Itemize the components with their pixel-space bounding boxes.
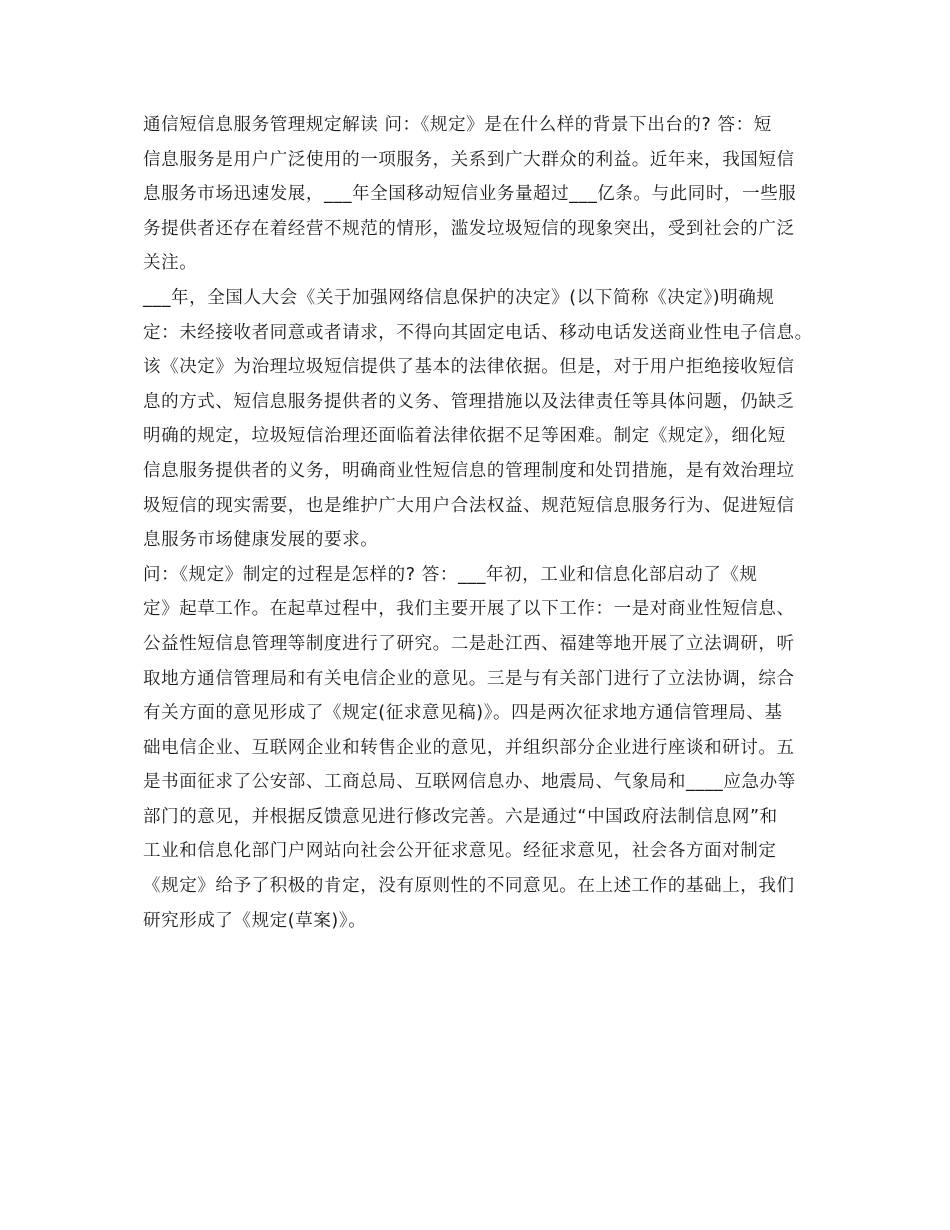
text-line: 务提供者还存在着经营不规范的情形，滥发垃圾短信的现象突出，受到社会的广泛 bbox=[143, 218, 795, 239]
text-line: 工业和信息化部门户网站向社会公开征求意见。经征求意见，社会各方面对制定 bbox=[143, 841, 777, 862]
text-line: 定》起草工作。在起草过程中，我们主要开展了以下工作：一是对商业性短信息、 bbox=[143, 599, 795, 620]
text-line: 础电信企业、互联网企业和转售企业的意见，并组织部分企业进行座谈和研讨。五 bbox=[143, 737, 795, 758]
text-line: 信息服务提供者的义务，明确商业性短信息的管理制度和处罚措施，是有效治理垃 bbox=[143, 460, 795, 481]
text-line: 是书面征求了公安部、工商总局、互联网信息办、地震局、气象局和____应急办等 bbox=[143, 772, 796, 793]
text-line: 明确的规定，垃圾短信治理还面临着法律依据不足等困难。制定《规定》，细化短 bbox=[143, 426, 786, 447]
text-line: 圾短信的现实需要，也是维护广大用户合法权益、规范短信息服务行为、促进短信 bbox=[143, 495, 795, 516]
text-line: 定：未经接收者同意或者请求，不得向其固定电话、移动电话发送商业性电子信息。 bbox=[143, 322, 813, 343]
text-line: 关注。 bbox=[143, 253, 198, 274]
text-line: 部门的意见，并根据反馈意见进行修改完善。六是通过“中国政府法制信息网”和 bbox=[143, 806, 778, 827]
text-line: ___年，全国人大会《关于加强网络信息保护的决定》(以下简称《决定》)明确规 bbox=[143, 287, 775, 308]
text-line: 通信短信息服务管理规定解读 问：《规定》是在什么样的背景下出台的? 答：短 bbox=[143, 115, 772, 135]
text-line: 信息服务是用户广泛使用的一项服务，关系到广大群众的利益。近年来，我国短信 bbox=[143, 149, 795, 170]
text-line: 有关方面的意见形成了《规定(征求意见稿)》。四是两次征求地方通信管理局、基 bbox=[143, 703, 783, 724]
text-line: 公益性短信息管理等制度进行了研究。二是赴江西、福建等地开展了立法调研，听 bbox=[143, 633, 795, 654]
text-line: 取地方通信管理局和有关电信企业的意见。三是与有关部门进行了立法协调，综合 bbox=[143, 668, 795, 689]
text-line: 研究形成了《规定(草案)》。 bbox=[143, 910, 367, 931]
text-line: 息服务市场迅速发展，___年全国移动短信业务量超过___亿条。与此同时，一些服 bbox=[143, 184, 797, 205]
text-line: 该《决定》为治理垃圾短信提供了基本的法律依据。但是，对于用户拒绝接收短信 bbox=[143, 357, 795, 378]
text-line: 《规定》给予了积极的肯定，没有原则性的不同意见。在上述工作的基础上，我们 bbox=[143, 876, 795, 897]
text-line: 息服务市场健康发展的要求。 bbox=[143, 530, 379, 551]
text-line: 息的方式、短信息服务提供者的义务、管理措施以及法律责任等具体问题，仍缺乏 bbox=[143, 391, 795, 412]
text-line: 问：《规定》制定的过程是怎样的? 答：___年初，工业和信息化部启动了《规 bbox=[143, 564, 758, 585]
document-body bbox=[143, 108, 815, 938]
